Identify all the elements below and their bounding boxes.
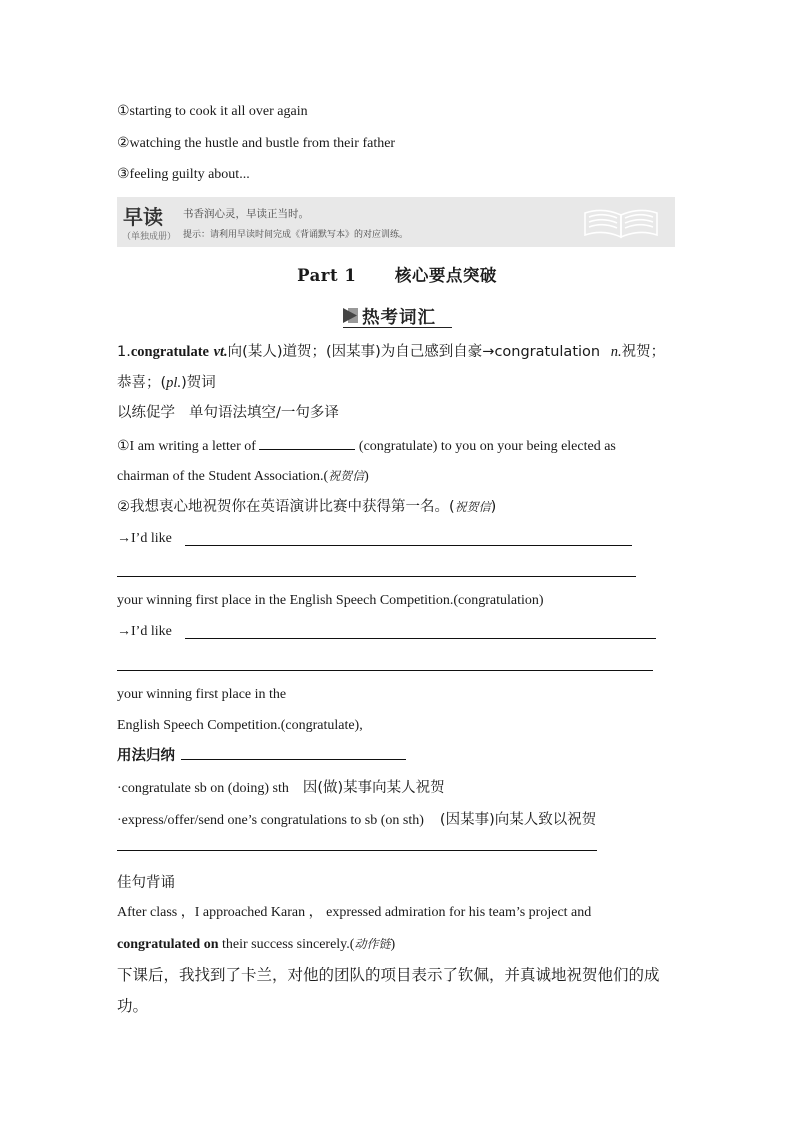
sentence-bold-phrase: congratulated on [117, 937, 219, 952]
sentence-end: ) [390, 937, 396, 952]
q1-end: ) [364, 469, 369, 484]
section-heading [343, 303, 452, 328]
q2-text: ②我想衷心地祝贺你在英语演讲比赛中获得第一名。( [117, 499, 455, 515]
option-1: ①starting to cook it all over again [117, 104, 308, 119]
answer-2-blank-a[interactable] [185, 638, 656, 639]
usage-heading-rule [181, 759, 406, 760]
part-heading [0, 262, 794, 286]
answer-1-blank-b[interactable] [117, 576, 636, 577]
q1-tag: 祝贺信 [328, 469, 365, 483]
banner-title: 早读 [123, 205, 163, 229]
entry-line-2-b: )贺词 [181, 375, 216, 391]
sentence-en-2-rest: their success sincerely.( [218, 937, 355, 952]
answer-1-tail: your winning first place in the English Speech Competition.(congratulation) [117, 593, 544, 608]
banner-slogan: 书香润心灵，早读正当时。 [183, 208, 309, 220]
banner-tip: 提示：请利用早读时间完成《背诵默写本》的对应训练。 [183, 230, 409, 240]
usage-item-2 [117, 810, 596, 831]
entry-line-2 [117, 373, 216, 393]
sentence-en-2 [117, 934, 395, 955]
answer-2-prefix: →I’d like [117, 624, 172, 639]
sentence-tag: 动作链 [354, 937, 391, 951]
q1-text-b: (congratulate) to you on your being elected as [358, 439, 616, 454]
entry-definition-2: 祝贺； [621, 344, 666, 360]
open-book-icon [581, 203, 661, 241]
question-1-line-1 [117, 435, 616, 457]
banner-subtitle: （单独成册） [122, 232, 177, 242]
option-2: ②watching the hustle and bustle from their father [117, 136, 396, 151]
part-title: 核心要点突破 [394, 266, 497, 285]
q1-blank[interactable] [259, 435, 355, 450]
entry-word: congratulate [130, 344, 209, 360]
usage-heading: 用法归纳 [117, 748, 175, 764]
sentence-en-1: After class ，I approached Karan ， expressed admiration for his team’s project and [117, 905, 592, 920]
practice-title: 以练促学 [117, 405, 175, 421]
usage-item-2-cn: (因某事)向某人致以祝贺 [439, 812, 597, 828]
q2-tag: 祝贺信 [454, 500, 491, 514]
sentence-cn-2: 功。 [117, 997, 149, 1015]
q1-text-a: ①I am writing a letter of [117, 439, 256, 454]
section-title: 热考词汇 [362, 308, 436, 328]
usage-item-1-cn: 因(做)某事向某人祝贺 [302, 780, 445, 796]
entry-line-1 [117, 342, 665, 362]
sentence-cn-1: 下课后，我找到了卡兰，对他的团队的项目表示了钦佩，并真诚地祝贺他们的成 [117, 966, 660, 984]
usage-item-1 [117, 778, 445, 799]
usage-item-1-en: ·congratulate sb on (doing) sth [117, 781, 289, 796]
practice-subtitle: 单句语法填空/一句多译 [189, 405, 339, 421]
answer-2-blank-b[interactable] [117, 670, 653, 671]
entry-number: 1. [117, 344, 131, 360]
usage-bottom-rule [117, 850, 597, 851]
practice-heading [117, 403, 339, 423]
question-2 [117, 497, 496, 517]
morning-reading-banner [117, 197, 675, 247]
q2-end: ) [490, 499, 497, 515]
part-label: Part 1 [297, 266, 357, 285]
answer-2-tail-2: English Speech Competition.(congratulate), [117, 718, 363, 733]
question-1-line-2 [117, 466, 369, 487]
q1-text-c: chairman of the Student Association.( [117, 469, 329, 484]
entry-line-2-a: 恭喜；( [117, 375, 167, 391]
entry-pos-2: n. [610, 344, 622, 360]
usage-item-2-en: ·express/offer/send one’s congratulations to sb (on sth) [117, 813, 424, 828]
entry-pl: pl. [166, 375, 182, 391]
sentence-heading: 佳句背诵 [117, 875, 175, 891]
option-3: ③feeling guilty about... [117, 167, 250, 182]
answer-1-blank-a[interactable] [185, 545, 632, 546]
answer-1-prefix: →I’d like [117, 531, 172, 546]
entry-definition: 向(某人)道贺；(因某事)为自己感到自豪→congratulation [227, 344, 601, 360]
answer-2-tail-1: your winning first place in the [117, 687, 287, 702]
entry-pos: vt. [213, 344, 228, 360]
